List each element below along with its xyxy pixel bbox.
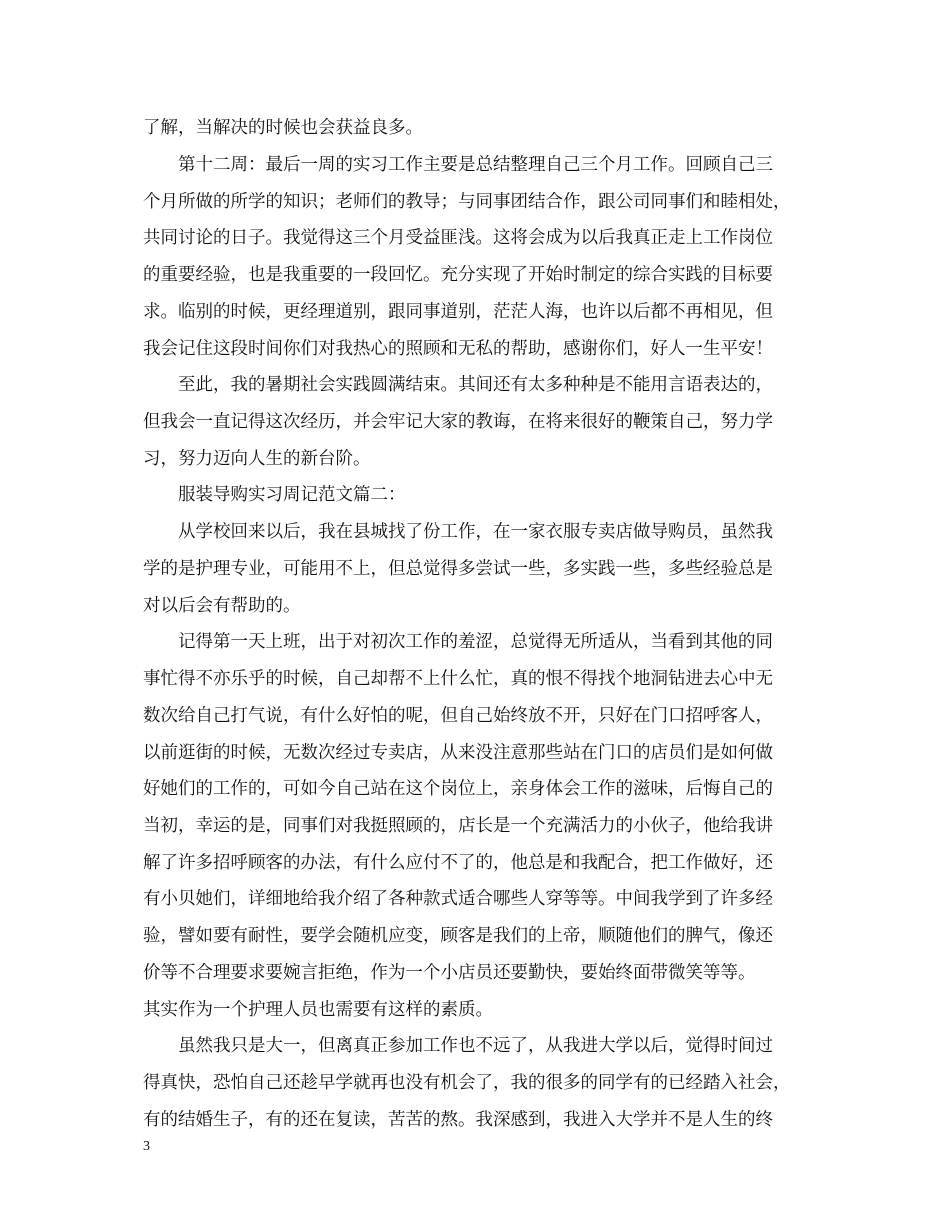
text-line: 我会记住这段时间你们对我热心的照顾和无私的帮助，感谢你们，好人一生平安！ <box>143 339 773 359</box>
text-line: 但我会一直记得这次经历，并会牢记大家的教诲，在将来很好的鞭策自己，努力学 <box>143 412 773 432</box>
text-line: 其实作为一个护理人员也需要有这样的素质。 <box>143 1000 493 1020</box>
section-heading: 服装导购实习周记范文篇二： <box>143 485 406 505</box>
text-line: 的重要经验，也是我重要的一段回忆。充分实现了开始时制定的综合实践的目标要 <box>143 265 773 285</box>
text-line: 有小贝她们，详细地给我介绍了各种款式适合哪些人穿等等。中间我学到了许多经 <box>143 889 773 909</box>
text-line: 习，努力迈向人生的新台阶。 <box>143 449 371 469</box>
text-line: 至此，我的暑期社会实践圆满结束。其间还有太多种种是不能用言语表达的， <box>143 375 773 395</box>
text-line: 验，譬如要有耐性，要学会随机应变，顾客是我们的上帝，顺随他们的脾气，像还 <box>143 926 773 946</box>
text-line: 当初，幸运的是，同事们对我挺照顾的，店长是一个充满活力的小伙子，他给我讲 <box>143 816 773 836</box>
text-line: 好她们的工作的，可如今自己站在这个岗位上，亲身体会工作的滋味，后悔自己的 <box>143 779 773 799</box>
text-line: 事忙得不亦乐乎的时候，自己却帮不上什么忙，真的恨不得找个地洞钻进去心中无 <box>143 669 773 689</box>
text-line: 得真快，恐怕自己还趁早学就再也没有机会了，我的很多的同学有的已经踏入社会， <box>143 1073 791 1093</box>
text-line: 价等不合理要求要婉言拒绝，作为一个小店员还要勤快，要始终面带微笑等等。 <box>143 963 756 983</box>
text-line: 从学校回来以后，我在县城找了份工作，在一家衣服专卖店做导购员，虽然我 <box>143 522 773 542</box>
text-line: 数次给自己打气说，有什么好怕的呢，但自己始终放不开，只好在门口招呼客人， <box>143 706 773 726</box>
text-line: 虽然我只是大一，但离真正参加工作也不远了，从我进大学以后，觉得时间过 <box>143 1036 773 1056</box>
text-line: 第十二周：最后一周的实习工作主要是总结整理自己三个月工作。回顾自己三 <box>143 155 773 175</box>
text-line: 解了许多招呼顾客的办法，有什么应付不了的，他总是和我配合，把工作做好，还 <box>143 853 773 873</box>
text-line: 有的结婚生子，有的还在复读，苦苦的熬。我深感到，我进入大学并不是人生的终 <box>143 1110 773 1130</box>
page-number: 3 <box>143 1139 150 1154</box>
text-line: 记得第一天上班，出于对初次工作的羞涩，总觉得无所适从，当看到其他的同 <box>143 632 773 652</box>
text-line: 以前逛街的时候，无数次经过专卖店，从来没注意那些站在门口的店员们是如何做 <box>143 743 773 763</box>
text-line: 个月所做的所学的知识；老师们的教导；与同事团结合作，跟公司同事们和睦相处， <box>143 192 791 212</box>
text-line: 对以后会有帮助的。 <box>143 596 301 616</box>
text-line: 了解，当解决的时候也会获益良多。 <box>143 118 423 138</box>
text-line: 共同讨论的日子。我觉得这三个月受益匪浅。这将会成为以后我真正走上工作岗位 <box>143 228 773 248</box>
text-line: 学的是护理专业，可能用不上，但总觉得多尝试一些，多实践一些，多些经验总是 <box>143 559 773 579</box>
text-line: 求。临别的时候，更经理道别，跟同事道别，茫茫人海，也许以后都不再相见，但 <box>143 302 773 322</box>
